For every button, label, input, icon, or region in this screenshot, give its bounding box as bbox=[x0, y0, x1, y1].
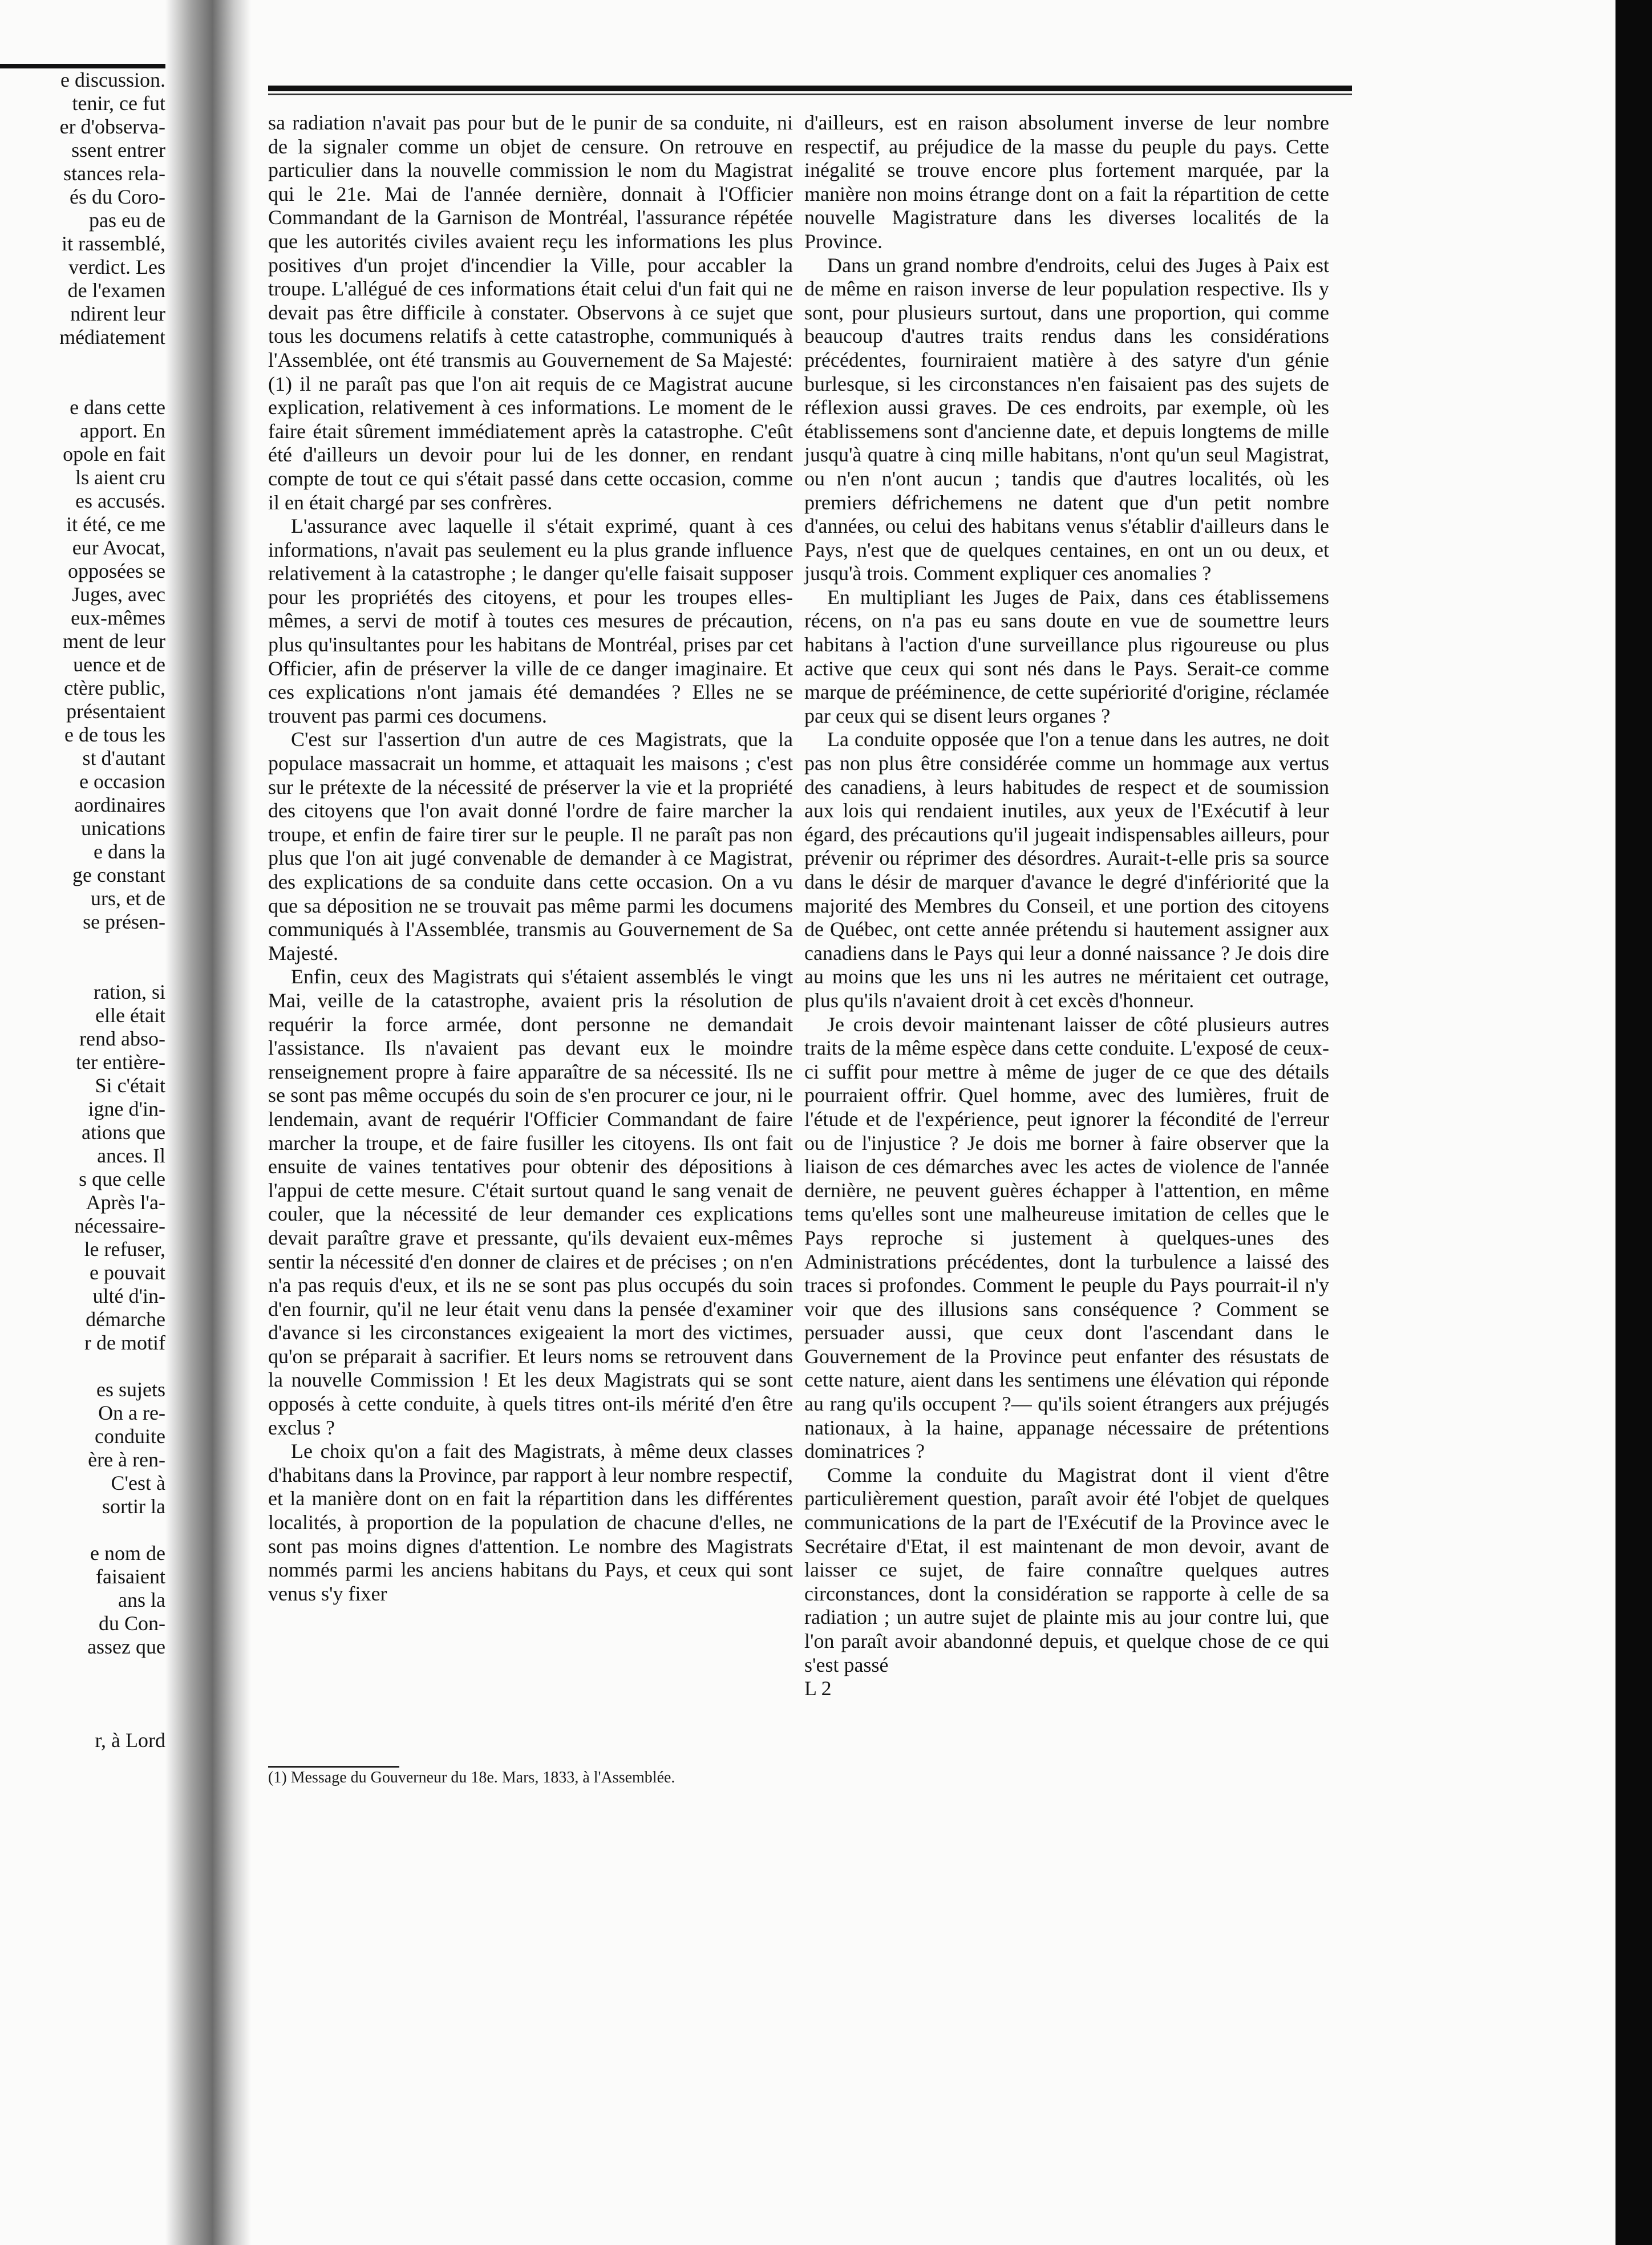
paragraph: La conduite opposée que l'on a tenue dans les autres, ne doit pas non plus être considérée comme un hommage aux vertus des canadiens, à leurs habitudes de respect et de soumission aux lois qui rendaient inutiles, aux yeux de l'Exécutif à leur égard, des précautions qu'il jugeait indispensables ailleurs, pour prévenir ou réprimer des désordres. Aurait-t-elle pris sa source dans le désir de marquer d'avance le degré d'infériorité que la majorité des Membres du Conseil, et une portion des citoyens de Québec, ont cette année prétendu si hautement assigner aux canadiens dans le Pays qui leur a donné naissance ? Je dois dire au moins que les uns ni les autres ne méritaient cet outrage, plus qu'ils n'avaient droit à cet excès d'honneur. bbox=[804, 728, 1329, 1012]
previous-page-line: s que celle bbox=[79, 1168, 165, 1190]
previous-page-line: le refuser, bbox=[84, 1238, 165, 1261]
previous-page-line: aordinaires bbox=[74, 793, 165, 816]
paragraph: d'ailleurs, est en raison absolument inverse de leur nombre respectif, au préjudice de la masse du peuple du pays. Cette inégalité se trouve encore plus fortement marquée, par la manière non moins étrange dont on a fait la répartition de cette nouvelle Magistrature dans les diverses localités de la Province. bbox=[804, 111, 1329, 253]
previous-page-line: ances. Il bbox=[97, 1144, 165, 1167]
previous-page-line: du Con- bbox=[99, 1612, 165, 1635]
previous-page-line: se présen- bbox=[83, 910, 165, 933]
previous-page-line: nécessaire- bbox=[74, 1214, 165, 1237]
previous-page-line: ge constant bbox=[72, 864, 165, 886]
previous-page-line: pas eu de bbox=[89, 209, 165, 232]
previous-page-column bbox=[0, 68, 171, 1780]
previous-page-line bbox=[0, 957, 171, 980]
previous-page-line: ration, si bbox=[94, 980, 165, 1003]
previous-page-line: uence et de bbox=[73, 653, 165, 676]
previous-page-line: r, à Lord bbox=[95, 1729, 165, 1752]
previous-page-line: ans la bbox=[118, 1588, 165, 1611]
paragraph: sa radiation n'avait pas pour but de le punir de sa conduite, ni de la signaler comme un objet de censure. On retrouve en particulier dans la nouvelle commission le nom du Magistrat qui le 21e. Mai de l'année dernière, donnait à l'Officier Commandant de la Garnison de Montréal, l'assurance répétée que les autorités civiles avaient reçu les informations les plus positives d'un projet d'incendier la Ville, pour accabler la troupe. L'allégué de ces informations était celui d'un fait qui ne devait pas être difficile à constater. Observons à ce sujet que tous les documens relatifs à cette catastrophe, communiqués à l'Assemblée, ont été transmis au Gouvernement de Sa Majesté: (1) il ne paraît pas que l'on ait requis de ce Magistrat aucune explication, relativement à ces informations. Le moment de le faire était sûrement immédiatement après la catastrophe. C'eût été d'ailleurs un devoir pour lui de les donner, en rendant compte de tout ce qui s'était passé dans cette occasion, comme il en était chargé par ses confrères. bbox=[268, 111, 793, 514]
previous-page-line bbox=[0, 1705, 171, 1729]
paragraph: Dans un grand nombre d'endroits, celui des Juges à Paix est de même en raison inverse de leur population respective. Ils y sont, pour plusieurs surtout, dans une proportion, qui comme beaucoup d'autres traits rendus dans les considérations précédentes, fourniraient matière à des satyre d'un génie burlesque, si les circonstances n'en faisaient pas des sujets de réflexion aussi graves. De ces endroits, par exemple, où les établissemens sont d'ancienne date, et depuis longtems de mille jusqu'à quatre à cinq mille habitans, n'ont qu'un seul Magistrat, ou n'en n'ont aucun ; tandis que d'autres localités, où les premiers défrichemens ne datent que d'un petit nombre d'années, ou celui des habitans venus s'établir d'ailleurs dans le Pays, n'est que de quelques centaines, en ont un ou deux, et jusqu'à trois. Comment expliquer ces anomalies ? bbox=[804, 253, 1329, 585]
previous-page-line: Juges, avec bbox=[72, 583, 165, 606]
previous-page-line: e dans cette bbox=[70, 396, 165, 419]
previous-page-rule bbox=[0, 64, 165, 68]
book-gutter-shadow bbox=[165, 0, 251, 2245]
previous-page-line: tenir, ce fut bbox=[72, 92, 165, 115]
paragraph: En multipliant les Juges de Paix, dans ces établissemens récens, on n'a pas eu sans doute en vue de soumettre leurs habitans à l'action d'une surveillance plus rigoureuse ou plus active que ceux qui sont nés dans le Pays. Serait-ce comme marque de prééminence, de cette supériorité d'origine, réclamée par ceux qui se disent leurs organes ? bbox=[804, 585, 1329, 727]
previous-page-line: Après l'a- bbox=[86, 1191, 165, 1214]
previous-page-line: r de motif bbox=[84, 1331, 165, 1354]
previous-page-line: e dans la bbox=[94, 840, 165, 863]
previous-page-line: ulté d'in- bbox=[92, 1284, 165, 1307]
previous-page-line: faisaient bbox=[96, 1565, 165, 1588]
paragraph: Je crois devoir maintenant laisser de côté plusieurs autres traits de la même espèce dans cette conduite. L'exposé de ceux-ci suffit pour mettre à même de juger de ce que des détails pourraient offrir. Quel homme, avec des lumières, fruit de l'étude et de l'expérience, peut ignorer la fécondité de l'erreur ou de l'injustice ? Je dois me borner à faire observer que la liaison de ces démarches avec les actes de violence de l'année dernière, ne peuvent guères échapper à l'attention, en même tems qu'elles sont une malheureuse imitation de celles que le Pays reproche si justement à quelques-unes des Administrations précédentes, dont la turbulence a laissé des traces si profondes. Comment le peuple du Pays pourrait-il n'y voir que des illusions sans conséquence ? Comment se persuader aussi, que ceux dont l'ascendant dans le Gouvernement de la Province peut enfanter des résustats de cette nature, aient dans les sentimens une élévation qui réponde au rang qu'ils occupent ?— qu'ils soient étrangers aux préjugés nationaux, à la haine, appanage nécessaire de prétentions dominatrices ? bbox=[804, 1012, 1329, 1463]
footnote: (1) Message du Gouverneur du 18e. Mars, 1833, à l'Assemblée. bbox=[268, 1769, 675, 1786]
paragraph: L'assurance avec laquelle il s'était exprimé, quant à ces informations, n'avait pas seulement eu la plus grande influence relativement à la catastrophe ; le danger qu'elle faisait supposer pour les propriétés des citoyens, et pour les troupes elles-mêmes, a servi de motif à toutes ces mesures de précaution, plus qu'insultantes pour les habitans de Montréal, prises par cet Officier, afin de préserver la ville de ce danger imaginaire. Et ces explications n'ont jamais été demandées ? Elles ne se trouvent pas parmi ces documens. bbox=[268, 514, 793, 727]
previous-page-line: ment de leur bbox=[63, 630, 165, 653]
paragraph: Enfin, ceux des Magistrats qui s'étaient assemblés le vingt Mai, veille de la catastrophe, avaient pris la résolution de requérir la force armée, dont personne ne demandait l'assistance. Ils n'avaient pas devant eux le moindre renseignement propre à faire apparaître de sa nécessité. Ils ne se sont pas même occupés du soin de s'en procurer ce jour, ni le lendemain, avant de requérir l'Officier Commandant de faire marcher la troupe, et de faire fusiller les citoyens. Ils ont fait ensuite de vaines tentatives pour obtenir des dépositions à l'appui de cette mesure. C'était surtout quand le sang venait de couler, que la nécessité de leur demander ces explications devait paraître grave et pressante, qu'ils devaient eux-mêmes sentir la nécessité d'en donner de claires et de précises ; on n'en n'a pas requis d'eux, et ils ne se sont pas plus occupés du soin d'en fournir, qu'il ne leur était venu dans la pensée d'examiner d'avance si les circonstances exigeaient la mort des victimes, qu'on se préparait à sacrifier. Et leurs noms se retrouvent dans la nouvelle Commission ! Et les deux Magistrats qui se sont opposés à cette conduite, à quels titres ont-ils mérité d'en être exclus ? bbox=[268, 965, 793, 1439]
previous-page-line: Si c'était bbox=[95, 1074, 165, 1097]
previous-page-line: e discussion. bbox=[60, 68, 165, 91]
previous-page-line: ssent entrer bbox=[71, 139, 165, 161]
signature-mark: L 2 bbox=[804, 1677, 832, 1700]
previous-page-line: ations que bbox=[82, 1121, 165, 1144]
left-text-column bbox=[268, 111, 793, 1606]
previous-page-line bbox=[0, 1355, 171, 1378]
previous-page-line: és du Coro- bbox=[70, 185, 165, 208]
previous-page-line: verdict. Les bbox=[68, 256, 165, 278]
previous-page-line: igne d'in- bbox=[88, 1097, 165, 1120]
previous-page-line: unications bbox=[81, 817, 165, 840]
previous-page-line bbox=[0, 349, 171, 372]
previous-page-line: médiatement bbox=[59, 326, 165, 348]
previous-page-line: es accusés. bbox=[75, 489, 165, 512]
previous-page-line: eux-mêmes bbox=[71, 606, 165, 629]
previous-page-line: rend abso- bbox=[79, 1027, 165, 1050]
previous-page-line: e nom de bbox=[90, 1542, 165, 1565]
previous-page-line bbox=[0, 1682, 171, 1705]
footnote-rule bbox=[268, 1766, 399, 1768]
previous-page-line: assez que bbox=[87, 1635, 165, 1658]
previous-page-line: ctère public, bbox=[64, 676, 165, 699]
previous-page-line: opposées se bbox=[68, 560, 165, 582]
previous-page-line: C'est à bbox=[111, 1472, 165, 1494]
paragraph: C'est sur l'assertion d'un autre de ces Magistrats, que la populace massacrait un homme, et attaquait les maisons ; c'est sur le prétexte de la nécessité de préserver la vie et la propriété des citoyens que l'on avait donné l'ordre de faire marcher la troupe, et enfin de faire tirer sur le peuple. Il ne paraît pas non plus que l'on ait jugé convenable de demander à ce Magistrat, des explications de sa conduite dans cette occasion. On a vu que sa déposition ne se trouvait pas même parmi les documens communiqués à l'Assemblée, transmis au Gouvernement de Sa Majesté. bbox=[268, 728, 793, 965]
paragraph: Le choix qu'on a fait des Magistrats, à même deux classes d'habitans dans la Province, par rapport à leur nombre respectif, et la manière dont on en fait la répartition dans les différentes localités, à proportion de la population de chacune d'elles, ne sont pas moins dignes d'attention. Le nombre des Magistrats nommés parmi les anciens habitans du Pays, et ceux qui sont venus s'y fixer bbox=[268, 1440, 793, 1605]
header-rule-thin bbox=[268, 94, 1352, 95]
previous-page-line: e pouvait bbox=[90, 1261, 165, 1284]
previous-page-line: ls aient cru bbox=[75, 466, 165, 489]
previous-page-line: ter entière- bbox=[76, 1051, 165, 1073]
previous-page-line: ndirent leur bbox=[70, 302, 165, 325]
previous-page-line: e occasion bbox=[79, 770, 165, 793]
previous-page-line: it rassemblé, bbox=[62, 232, 165, 255]
previous-page-line bbox=[0, 1518, 171, 1542]
previous-page-line: urs, et de bbox=[91, 887, 165, 910]
previous-page-line bbox=[0, 1659, 171, 1682]
previous-page-line: elle était bbox=[95, 1004, 165, 1027]
previous-page-line: On a re- bbox=[98, 1401, 165, 1424]
previous-page-line: opole en fait bbox=[63, 443, 165, 465]
previous-page-line: e de tous les bbox=[64, 723, 165, 746]
previous-page-line: eur Avocat, bbox=[72, 536, 165, 559]
previous-page-line: es sujets bbox=[96, 1378, 165, 1401]
previous-page-line: st d'autant bbox=[82, 747, 165, 769]
previous-page-line: démarche bbox=[86, 1308, 165, 1331]
paragraph: Comme la conduite du Magistrat dont il vient d'être particulièrement question, paraît avoir été l'objet de quelques communications de la part de l'Exécutif de la Province avec le Secrétaire d'Etat, il est maintenant de mon devoir, avant de laisser ce sujet, de faire connaître quelques autres circonstances, dont la considération se rapporte à celle de sa radiation ; un autre sujet de plainte mis au jour contre lui, que l'on paraît avoir abandonné depuis, et quelque chose de ce qui s'est passé bbox=[804, 1463, 1329, 1676]
previous-page-line: sortir la bbox=[102, 1495, 165, 1518]
scan-edge bbox=[1615, 0, 1652, 2245]
previous-page-line: présentaient bbox=[66, 700, 165, 723]
previous-page-line: conduite bbox=[95, 1425, 165, 1448]
right-text-column bbox=[804, 111, 1329, 1701]
previous-page-line: er d'observa- bbox=[59, 115, 165, 138]
previous-page-line: ère à ren- bbox=[88, 1448, 165, 1471]
previous-page-line: it été, ce me bbox=[66, 513, 165, 536]
previous-page-line bbox=[0, 372, 171, 396]
header-rule bbox=[268, 86, 1352, 91]
previous-page-line bbox=[0, 934, 171, 957]
previous-page-line: stances rela- bbox=[63, 162, 165, 185]
previous-page-line: de l'examen bbox=[67, 279, 165, 302]
previous-page-line: apport. En bbox=[80, 419, 165, 442]
